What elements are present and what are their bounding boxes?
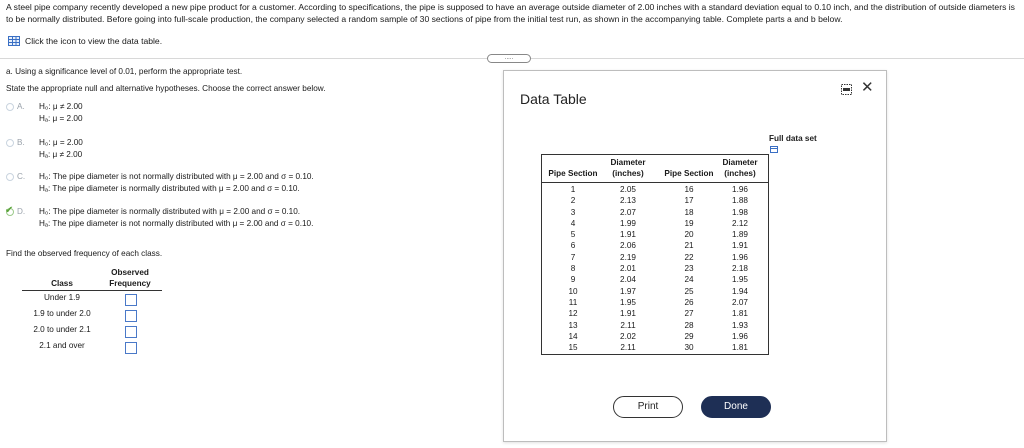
done-button[interactable]: Done: [701, 396, 771, 418]
option-d-letter: D.: [17, 207, 26, 216]
sections-right-column: [658, 184, 720, 353]
option-c-ha: Hₐ: The pipe diameter is normally distributed with μ = 2.00 and σ = 0.10.: [39, 184, 300, 193]
pipe-section-cell: 10: [568, 286, 578, 296]
view-data-table-link[interactable]: [8, 35, 162, 47]
pipe-section-cell: 21: [684, 241, 694, 251]
diameter-cell: 1.89: [732, 230, 748, 240]
diameter-cell: 1.93: [732, 320, 748, 330]
diameter-cell: 1.81: [732, 343, 748, 353]
diameter-cell: 2.11: [620, 320, 636, 330]
diameter-cell: 2.05: [620, 185, 636, 194]
pipe-section-cell: 8: [570, 264, 576, 274]
pipe-section-cell: 30: [684, 343, 694, 353]
diameter-cell: 2.02: [620, 331, 636, 341]
diameters-right-column: [712, 184, 768, 353]
option-c-radio[interactable]: [6, 173, 14, 181]
pipe-section-cell: 20: [684, 230, 694, 240]
section-header-right: Pipe Section: [664, 169, 714, 178]
option-c-h0: H₀: The pipe diameter is not normally distributed with μ = 2.00 and σ = 0.10.: [39, 172, 314, 181]
diameter-cell: 2.01: [620, 264, 636, 274]
pipe-section-cell: 2: [570, 196, 576, 206]
diameter-cell: 1.96: [732, 185, 748, 194]
diameter-cell: 1.81: [732, 309, 748, 319]
option-d-ha: Hₐ: The pipe diameter is not normally distributed with μ = 2.00 and σ = 0.10.: [39, 219, 314, 228]
table-header-rule: [542, 182, 768, 183]
observed-input-1[interactable]: [125, 294, 137, 306]
diameter-header-left-2: (inches): [612, 169, 644, 178]
pipe-section-cell: 3: [570, 207, 576, 217]
diameter-cell: 1.91: [620, 230, 636, 240]
pipe-section-cell: 19: [684, 218, 694, 228]
pipe-section-cell: 23: [684, 264, 694, 274]
diameter-cell: 2.06: [620, 241, 636, 251]
diameter-cell: 1.96: [732, 331, 748, 341]
diameter-cell: 1.94: [732, 286, 748, 296]
pipe-section-cell: 6: [570, 241, 576, 251]
diameter-header-right-2: (inches): [724, 169, 756, 178]
pipe-section-cell: 15: [568, 343, 578, 353]
option-b-ha: Hₐ: μ ≠ 2.00: [39, 150, 83, 159]
pipe-section-cell: 9: [570, 275, 576, 285]
class-label: 1.9 to under 2.0: [33, 309, 91, 318]
diameter-cell: 2.12: [732, 218, 748, 228]
option-b-radio[interactable]: [6, 139, 14, 147]
pipe-section-cell: 16: [684, 185, 694, 194]
class-label: 2.0 to under 2.1: [33, 325, 91, 334]
observed-header-line1: Observed: [111, 268, 149, 277]
pipe-data-table: [541, 154, 769, 355]
diameter-cell: 1.88: [732, 196, 748, 206]
pipe-section-cell: 22: [684, 252, 694, 262]
class-header: Class: [51, 279, 73, 288]
option-a-h0: H₀: μ ≠ 2.00: [39, 102, 83, 111]
option-a-letter: A.: [17, 102, 25, 111]
diameter-cell: 1.96: [732, 252, 748, 262]
section-header-left: Pipe Section: [548, 169, 598, 178]
option-c-letter: C.: [17, 172, 26, 181]
pipe-section-cell: 25: [684, 286, 694, 296]
checkmark-icon: ✔: [5, 205, 14, 216]
pipe-section-cell: 11: [568, 297, 578, 307]
class-label: Under 1.9: [44, 293, 80, 302]
sections-left-column: [542, 184, 604, 353]
diameter-cell: 1.95: [620, 297, 636, 307]
diameter-cell: 1.95: [732, 275, 748, 285]
table-icon[interactable]: [8, 36, 20, 46]
diameter-header-left-1: Diameter: [610, 158, 646, 167]
diameter-header-right-1: Diameter: [722, 158, 758, 167]
minimize-icon[interactable]: [841, 84, 852, 95]
pipe-section-cell: 5: [570, 230, 576, 240]
pipe-section-cell: 13: [568, 320, 578, 330]
diameter-cell: 2.11: [620, 343, 636, 353]
part-a-heading: a. Using a significance level of 0.01, perform the appropriate test.: [6, 67, 243, 76]
diameter-cell: 2.07: [732, 297, 748, 307]
diameter-cell: 1.97: [620, 286, 636, 296]
close-icon[interactable]: ✕: [861, 79, 874, 96]
pipe-section-cell: 27: [684, 309, 694, 319]
diameter-cell: 1.99: [620, 218, 636, 228]
dialog-title: Data Table: [520, 91, 587, 107]
observed-input-4[interactable]: [125, 342, 137, 354]
diameter-cell: 2.18: [732, 264, 748, 274]
pipe-section-cell: 12: [568, 309, 578, 319]
observed-input-2[interactable]: [125, 310, 137, 322]
copy-data-icon[interactable]: [770, 146, 778, 153]
pipe-section-cell: 28: [684, 320, 694, 330]
frequency-prompt: Find the observed frequency of each class.: [6, 249, 163, 258]
diameter-cell: 2.04: [620, 275, 636, 285]
hypotheses-instruction: State the appropriate null and alternative hypotheses. Choose the correct answer below.: [6, 84, 326, 93]
header-rule: [22, 290, 162, 291]
diameter-cell: 2.19: [620, 252, 636, 262]
diameter-cell: 1.98: [732, 207, 748, 217]
pipe-section-cell: 4: [570, 218, 576, 228]
option-d-h0: H₀: The pipe diameter is normally distributed with μ = 2.00 and σ = 0.10.: [39, 207, 301, 216]
diameter-cell: 1.91: [620, 309, 636, 319]
option-a-ha: Hₐ: μ = 2.00: [39, 114, 83, 123]
option-b-letter: B.: [17, 138, 25, 147]
diameter-cell: 2.07: [620, 207, 636, 217]
option-b-h0: H₀: μ = 2.00: [39, 138, 83, 147]
data-table-dialog: [503, 70, 887, 442]
diameter-cell: 1.91: [732, 241, 748, 251]
view-data-table-label[interactable]: Click the icon to view the data table.: [25, 36, 163, 46]
print-button[interactable]: Print: [613, 396, 683, 418]
diameters-left-column: [600, 184, 656, 353]
pipe-section-cell: 1: [570, 185, 576, 194]
full-data-set-link[interactable]: Full data set: [769, 134, 817, 143]
observed-input-3[interactable]: [125, 326, 137, 338]
pipe-section-cell: 29: [684, 331, 694, 341]
pipe-section-cell: 18: [684, 207, 694, 217]
pipe-section-cell: 17: [684, 196, 694, 206]
diameter-cell: 2.13: [620, 196, 636, 206]
option-a-radio[interactable]: [6, 103, 14, 111]
pipe-section-cell: 26: [684, 297, 694, 307]
observed-header-line2: Frequency: [109, 279, 151, 288]
problem-statement: A steel pipe company recently developed a new pipe product for a customer. According to specifications, the pipe is supposed to have an average outside diameter of 2.00 inches with a standard deviation equal to 0.10 inch, and the distribution of outside diameters is to be normally distributed. Before going into full-scale production, the company selected a random sample of 30 sections of pipe from the initial test run, as shown in the accompanying table. Complete parts a and b below.: [6, 2, 1015, 24]
collapse-toggle[interactable]: .....: [487, 54, 531, 63]
pipe-section-cell: 24: [684, 275, 694, 285]
pipe-section-cell: 7: [570, 252, 576, 262]
pipe-section-cell: 14: [568, 331, 578, 341]
class-label: 2.1 and over: [39, 341, 85, 350]
